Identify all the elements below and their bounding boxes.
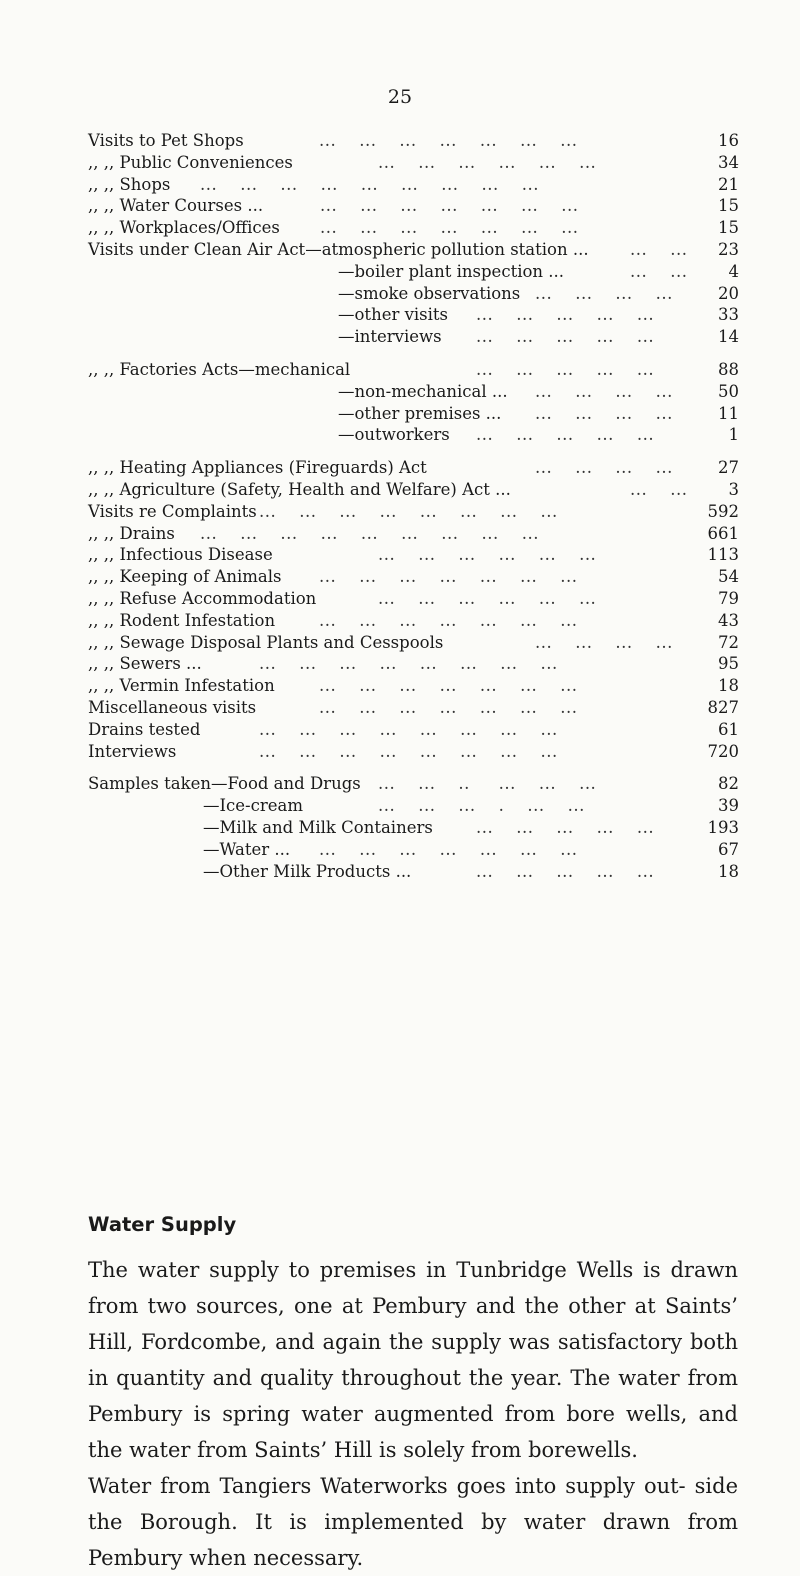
row-label: ,, ,, Infectious Disease xyxy=(88,545,273,565)
row-label: ,, ,, Workplaces/Offices xyxy=(88,218,280,238)
row-value: 95 xyxy=(718,654,739,674)
leader-dots: ... ... ... ... ... ... ... ... xyxy=(259,741,558,761)
row-label: ,, ,, Sewage Disposal Plants and Cesspools xyxy=(88,632,444,652)
leader-dots: ... ... ... ... ... xyxy=(476,305,655,325)
row-label: Samples taken—Food and Drugs xyxy=(88,774,361,794)
row-value: 23 xyxy=(718,239,739,259)
leader-dots: ... ... ... ... ... ... ... ... ... xyxy=(200,523,539,543)
leader-dots: ... ... ... ... ... ... ... xyxy=(320,218,579,238)
leader-dots: ... ... xyxy=(630,261,688,281)
paragraph: Water from Tangiers Waterworks goes into supply out- side the Borough. It is implemented by water drawn from Pembury when necessary. xyxy=(88,1474,738,1570)
table-row xyxy=(0,773,800,795)
row-value: 720 xyxy=(707,741,739,761)
page-number: 25 xyxy=(387,86,413,108)
table-row xyxy=(0,457,800,479)
leader-dots: ... ... ... ... ... ... ... xyxy=(319,610,578,630)
row-value: 18 xyxy=(718,676,739,696)
water-supply-text xyxy=(88,1252,738,1576)
row-value: 3 xyxy=(728,479,739,499)
row-label: ,, ,, Public Conveniences xyxy=(88,152,293,172)
row-value: 661 xyxy=(707,523,739,543)
row-value: 79 xyxy=(718,588,739,608)
row-label: ,, ,, Factories Acts—mechanical xyxy=(88,359,351,379)
table-row xyxy=(0,359,800,381)
section-heading: Water Supply xyxy=(88,1213,237,1236)
row-label: —Ice-cream xyxy=(203,796,303,816)
leader-dots: ... ... ... ... ... ... ... ... xyxy=(259,719,558,739)
row-label: —boiler plant inspection ... xyxy=(338,261,565,281)
table-row xyxy=(0,152,800,174)
table-row xyxy=(0,523,800,545)
row-label: ,, ,, Agriculture (Safety, Health and Welfare) Act ... xyxy=(88,479,511,499)
table-row xyxy=(0,544,800,566)
table-row xyxy=(0,403,800,425)
row-value: 61 xyxy=(718,719,739,739)
leader-dots: ... ... ... ... ... ... ... xyxy=(319,131,578,150)
visits-table xyxy=(0,130,800,882)
table-row xyxy=(0,861,800,883)
table-row xyxy=(0,283,800,305)
leader-dots: ... ... ... ... ... ... xyxy=(378,545,597,565)
table-row xyxy=(0,566,800,588)
row-value: 20 xyxy=(718,283,739,303)
row-label: ,, ,, Drains xyxy=(88,523,175,543)
row-value: 18 xyxy=(718,861,739,881)
row-label: Miscellaneous visits xyxy=(88,697,257,717)
table-row xyxy=(0,261,800,283)
table-row xyxy=(0,501,800,523)
table-row xyxy=(0,239,800,261)
leader-dots: ... ... ... ... xyxy=(535,458,673,478)
row-label: Visits under Clean Air Act—atmospheric pollution station ... xyxy=(88,239,589,259)
leader-dots: ... ... ... ... ... ... ... ... ... xyxy=(200,174,539,194)
row-value: 11 xyxy=(718,403,739,423)
leader-dots: ... ... ... ... ... ... xyxy=(378,152,597,172)
table-row xyxy=(0,381,800,403)
row-value: 4 xyxy=(728,261,739,281)
row-value: 113 xyxy=(707,545,739,565)
table-row xyxy=(0,174,800,196)
table-row xyxy=(0,326,800,348)
table-row xyxy=(0,588,800,610)
leader-dots: ... ... ... ... xyxy=(535,283,673,303)
row-label: ,, ,, Water Courses ... xyxy=(88,196,264,216)
row-label: —other premises ... xyxy=(338,403,502,423)
leader-dots: ... ... ... ... ... xyxy=(476,861,655,881)
row-value: 14 xyxy=(718,327,739,347)
leader-dots: ... ... ... ... ... ... xyxy=(378,588,597,608)
leader-dots: ... ... ... ... ... xyxy=(476,425,655,445)
row-label: ,, ,, Heating Appliances (Fireguards) Act xyxy=(88,458,427,478)
table-row xyxy=(0,195,800,217)
row-label: ,, ,, Vermin Infestation xyxy=(88,676,275,696)
leader-dots: ... ... ... ... xyxy=(535,632,673,652)
row-value: 15 xyxy=(718,196,739,216)
table-row xyxy=(0,479,800,501)
row-value: 88 xyxy=(718,359,739,379)
row-value: 43 xyxy=(718,610,739,630)
row-value: 72 xyxy=(718,632,739,652)
row-label: Visits re Complaints xyxy=(88,501,257,521)
row-label: ,, ,, Keeping of Animals xyxy=(88,567,282,587)
leader-dots: ... ... ... ... ... ... ... xyxy=(319,676,578,696)
table-row xyxy=(0,424,800,446)
leader-dots: ... ... ... ... xyxy=(535,403,673,423)
leader-dots: ... ... ... ... ... xyxy=(476,817,655,837)
leader-dots: ... ... ... ... ... ... ... xyxy=(319,839,578,859)
row-label: Drains tested xyxy=(88,719,201,739)
leader-dots: ... ... ... ... ... ... ... ... xyxy=(259,654,558,674)
row-label: —interviews xyxy=(338,327,442,347)
row-label: —Other Milk Products ... xyxy=(203,861,412,881)
row-value: 16 xyxy=(718,131,739,150)
leader-dots: ... ... ... ... ... ... ... xyxy=(320,196,579,216)
leader-dots: ... ... xyxy=(630,479,688,499)
leader-dots: ... ... ... ... ... ... ... xyxy=(319,567,578,587)
row-value: 15 xyxy=(718,218,739,238)
row-label: —non-mechanical ... xyxy=(338,381,508,401)
paragraph: The water supply to premises in Tunbridge Wells is drawn from two sources, one at Pembury and the other at Saints’ Hill, Fordcombe, and again the supply was satisfactory both in quantity and quality throughout the year. The water from Pembury is spring water augmented from bore wells, and the water from Saints’ Hill is solely from borewells. xyxy=(88,1258,738,1462)
row-value: 21 xyxy=(718,174,739,194)
table-row xyxy=(0,675,800,697)
row-value: 39 xyxy=(718,796,739,816)
row-label: —Milk and Milk Containers xyxy=(203,817,433,837)
table-row xyxy=(0,719,800,741)
row-label: —smoke observations xyxy=(338,283,521,303)
row-value: 34 xyxy=(718,152,739,172)
row-label: —other visits xyxy=(338,305,449,325)
leader-dots: ... ... ... . ... ... xyxy=(378,796,585,816)
row-label: ,, ,, Shops xyxy=(88,174,171,194)
row-value: 50 xyxy=(718,381,739,401)
row-label: ,, ,, Refuse Accommodation xyxy=(88,588,317,608)
row-label: Visits to Pet Shops xyxy=(88,131,244,150)
table-row xyxy=(0,610,800,632)
row-value: 827 xyxy=(707,697,739,717)
table-row xyxy=(0,817,800,839)
row-label: Interviews xyxy=(88,741,177,761)
leader-dots: ... ... ... ... ... ... ... xyxy=(319,697,578,717)
leader-dots: ... ... .. ... ... ... xyxy=(378,774,597,794)
row-value: 1 xyxy=(728,425,739,445)
row-label: —Water ... xyxy=(203,839,291,859)
table-row xyxy=(0,839,800,861)
row-value: 592 xyxy=(707,501,739,521)
leader-dots: ... ... xyxy=(630,239,688,259)
row-value: 67 xyxy=(718,839,739,859)
leader-dots: ... ... ... ... ... ... ... ... xyxy=(259,501,558,521)
row-value: 33 xyxy=(718,305,739,325)
row-value: 27 xyxy=(718,458,739,478)
row-value: 82 xyxy=(718,774,739,794)
table-row xyxy=(0,697,800,719)
table-row xyxy=(0,653,800,675)
table-row xyxy=(0,795,800,817)
table-row xyxy=(0,217,800,239)
leader-dots: ... ... ... ... xyxy=(535,381,673,401)
row-label: ,, ,, Sewers ... xyxy=(88,654,202,674)
table-row xyxy=(0,632,800,654)
row-label: —outworkers xyxy=(338,425,450,445)
leader-dots: ... ... ... ... ... xyxy=(476,359,655,379)
row-label: ,, ,, Rodent Infestation xyxy=(88,610,276,630)
table-row xyxy=(0,741,800,763)
table-row xyxy=(0,130,800,152)
table-row xyxy=(0,304,800,326)
leader-dots: ... ... ... ... ... xyxy=(476,327,655,347)
row-value: 193 xyxy=(707,817,739,837)
row-value: 54 xyxy=(718,567,739,587)
